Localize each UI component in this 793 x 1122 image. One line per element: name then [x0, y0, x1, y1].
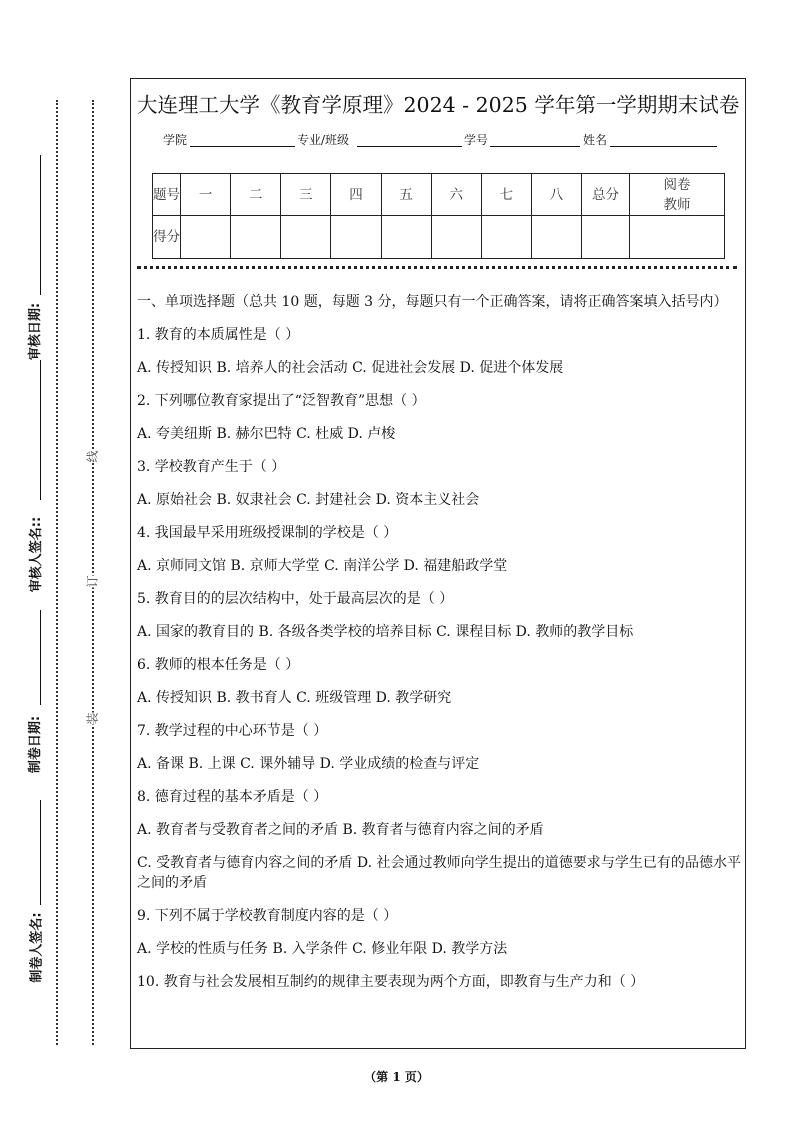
binding-dotted-line-inner: [92, 100, 94, 1045]
col-header: 阅卷教师: [630, 174, 725, 216]
options: C. 受教育者与德育内容之间的矛盾 D. 社会通过教师向学生提出的道德要求与学生已有的品德水平之间的矛盾: [137, 855, 741, 891]
exam-title: 大连理工大学《教育学原理》2024 - 2025 学年第一学期期末试卷: [137, 93, 740, 117]
options: A. 国家的教育目的 B. 各级各类学校的培养目标 C. 课程目标 D. 教师的教学目标: [137, 624, 634, 640]
section-heading: 一、单项选择题（总共 10 题，每题 3 分，每题只有一个正确答案，请将正确答案填入括号内）: [137, 294, 728, 310]
score-cell[interactable]: [331, 216, 381, 259]
make-date-blank: [40, 610, 41, 705]
col-header: 七: [481, 174, 531, 216]
options: A. 教育者与受教育者之间的矛盾 B. 教育者与德育内容之间的矛盾: [137, 822, 544, 838]
major-label: 专业/班级: [297, 133, 350, 147]
question: 4. 我国最早采用班级授课制的学校是（ ）: [137, 525, 398, 541]
row-label-score: 得分: [153, 216, 181, 259]
score-cell[interactable]: [481, 216, 531, 259]
binding-mark-bind: 订: [85, 575, 100, 588]
col-header: 八: [531, 174, 581, 216]
student-id-field[interactable]: [490, 146, 580, 147]
score-table: [152, 173, 725, 259]
options: A. 备课 B. 上课 C. 课外辅导 D. 学业成绩的检查与评定: [137, 756, 480, 772]
review-date-blank: [40, 155, 41, 295]
score-cell[interactable]: [582, 216, 630, 259]
college-label: 学院: [163, 133, 188, 147]
question: 3. 学校教育产生于（ ）: [137, 459, 286, 475]
question: 8. 德育过程的基本矛盾是（ ）: [137, 789, 328, 805]
reviewer-sign-label: 审核人签名::: [29, 516, 45, 593]
question: 7. 教学过程的中心环节是（ ）: [137, 723, 328, 739]
options: A. 夸美纽斯 B. 赫尔巴特 C. 杜威 D. 卢梭: [137, 426, 396, 442]
col-header: 六: [431, 174, 481, 216]
maker-sign-label: 制卷人签名:: [29, 912, 45, 983]
college-field[interactable]: [190, 146, 295, 147]
col-header: 一: [181, 174, 231, 216]
row-label-question-no: 题号: [153, 174, 181, 216]
question: 9. 下列不属于学校教育制度内容的是（ ）: [137, 908, 398, 924]
options: A. 学校的性质与任务 B. 入学条件 C. 修业年限 D. 教学方法: [137, 941, 508, 957]
question: 5. 教育目的的层次结构中，处于最高层次的是（ ）: [137, 591, 454, 607]
binding-dotted-line-outer: [56, 100, 58, 1045]
major-field[interactable]: [357, 146, 462, 147]
col-header: 总分: [582, 174, 630, 216]
score-cell[interactable]: [231, 216, 281, 259]
binding-mark-line: 线: [85, 450, 100, 463]
options: A. 传授知识 B. 培养人的社会活动 C. 促进社会发展 D. 促进个体发展: [137, 360, 564, 376]
maker-sign-blank: [40, 800, 41, 905]
name-field[interactable]: [610, 146, 717, 147]
question: 1. 教育的本质属性是（ ）: [137, 327, 300, 343]
header-divider: [137, 266, 737, 269]
options: A. 原始社会 B. 奴隶社会 C. 封建社会 D. 资本主义社会: [137, 492, 480, 508]
score-cell[interactable]: [630, 216, 725, 259]
col-header: 五: [381, 174, 431, 216]
options: A. 京师同文馆 B. 京师大学堂 C. 南洋公学 D. 福建船政学堂: [137, 558, 508, 574]
question-section: [137, 292, 741, 1005]
binding-mark-load: 装: [85, 712, 100, 725]
name-label: 姓名: [583, 133, 608, 147]
question: 6. 教师的根本任务是（ ）: [137, 657, 300, 673]
score-cell[interactable]: [431, 216, 481, 259]
options: A. 传授知识 B. 教书育人 C. 班级管理 D. 教学研究: [137, 690, 452, 706]
col-header: 三: [281, 174, 331, 216]
score-cell[interactable]: [181, 216, 231, 259]
score-cell[interactable]: [381, 216, 431, 259]
review-date-label: 审核日期:: [28, 302, 44, 361]
score-cell[interactable]: [281, 216, 331, 259]
col-header: 二: [231, 174, 281, 216]
col-header: 四: [331, 174, 381, 216]
question: 10. 教育与社会发展相互制约的规律主要表现为两个方面，即教育与生产力和（ ）: [137, 974, 645, 990]
reviewer-sign-blank: [40, 360, 41, 500]
question: 2. 下列哪位教育家提出了“泛智教育”思想（ ）: [137, 393, 426, 409]
page-number: （第 1 页）: [364, 1070, 429, 1084]
student-id-label: 学号: [464, 133, 489, 147]
make-date-label: 制卷日期:: [28, 715, 44, 774]
score-cell[interactable]: [531, 216, 581, 259]
